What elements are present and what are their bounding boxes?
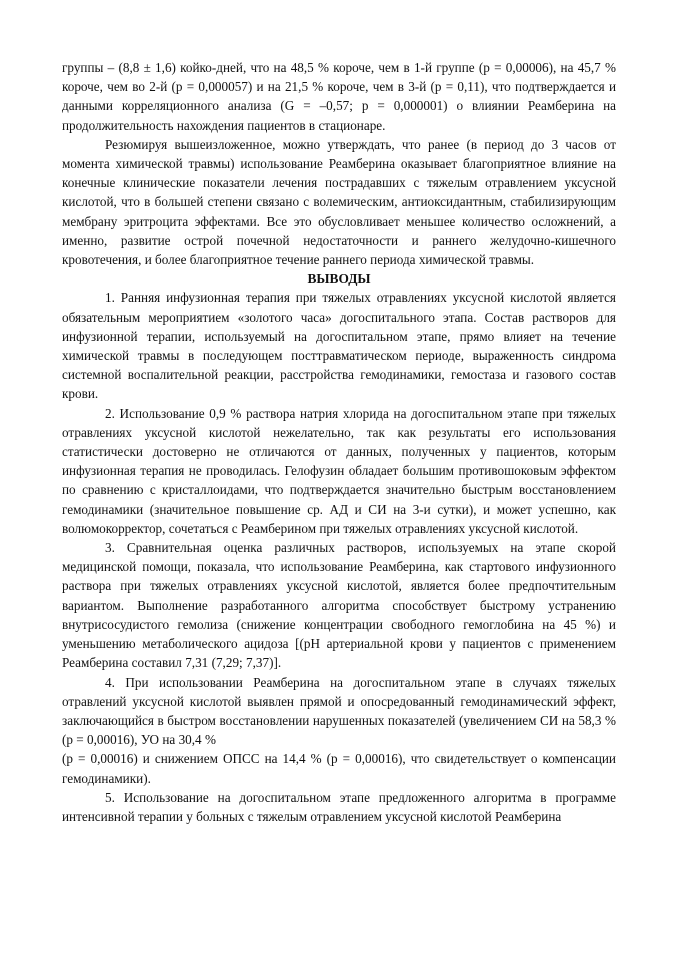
conclusion-item-3: 3. Сравнительная оценка различных растворов, используемых на этапе скорой медицинской помощи, показала, что использование Реамберина, как стартового инфузионного раствора при тяжелых отравлениях уксусной кислотой, является более предпочтительным вариантом. Выполнение разработанного алгоритма способствует быстрому устранению внутрисосудистого гемолиза (снижение концентрации свободного гемоглобина на 45 %) и уменьшению метаболического ацидоза [(pH артериальной крови у пациентов с применением Реамберина составил 7,31 (7,29; 7,37)].	[62, 540, 616, 671]
conclusion-item-4: 4. При использовании Реамберина на догоспитальном этапе в случаях тяжелых отравлений уксусной кислотой выявлен прямой и опосредованный гемодинамический эффект, заключающийся в быстром восстановлении нарушенных показателей (увеличением СИ на 58,3 % (p = 0,00016), УО на 30,4 %	[62, 674, 616, 748]
conclusion-item-4-continuation: (p = 0,00016) и снижением ОПСС на 14,4 % (p = 0,00016), что свидетельствует о компенсации гемодинамики).	[62, 751, 616, 786]
conclusion-item-1: 1. Ранняя инфузионная терапия при тяжелых отравлениях уксусной кислотой является обязательным мероприятием «золотого часа» догоспитального этапа. Состав растворов для инфузионной терапии, используемый на догоспитальном этапе, прямо влияет на течение химической травмы в последующем посттравматическом периоде, выраженность синдрома системной воспалительной реакции, расстройства гемодинамики, гемостаза и газового состав крови.	[62, 290, 616, 402]
conclusion-item-2: 2. Использование 0,9 % раствора натрия хлорида на догоспитальном этапе при тяжелых отравлениях уксусной кислотой нежелательно, так как результаты его использования статистически достоверно не отличаются от данных, полученных у пациентов, которым инфузионная терапия не проводилась. Гелофузин обладает большим противошоковым эффектом по сравнению с кристаллоидами, что подтверждается значительно быстрым восстановлением гемодинамики (значительное повышение ср. АД и СИ на 3-и сутки), и может успешно, как волюмокорректор, сочетаться с Реамберином при тяжелых отравлениях уксусной кислотой.	[62, 405, 616, 536]
paragraph-summary: Резюмируя вышеизложенное, можно утверждать, что ранее (в период до 3 часов от момента химической травмы) использование Реамберина оказывает благоприятное влияние на конечные клинические показатели лечения пострадавших с тяжелым отравлением уксусной кислотой, что в большей степени связано с волемическим, антиоксидантным, стабилизирующим мембрану эритроцита эффектами. Все это обусловливает меньшее количество осложнений, а именно, развитие острой почечной недостаточности и раннего желудочно-кишечного кровотечения, и более благоприятное течение раннего периода химической травмы.	[62, 136, 616, 268]
conclusions-heading: ВЫВОДЫ	[307, 271, 371, 287]
conclusion-item-5: 5. Использование на догоспитальном этапе предложенного алгоритма в программе интенсивной терапии у больных с тяжелым отравлением уксусной кислотой Реамберина	[62, 789, 616, 824]
paragraph-results-continuation: группы – (8,8 ± 1,6) койко-дней, что на 48,5 % короче, чем в 1-й группе (p = 0,00006), на 45,7 % короче, чем во 2-й (p = 0,000057) и на 21,5 % короче, чем в 3-й (p = 0,11), что подтверждается и данными корреляционного анализа (G = –0,57; p = 0,000001) о влиянии Реамберина на продолжительность нахождения пациентов в стационаре.	[62, 60, 616, 133]
